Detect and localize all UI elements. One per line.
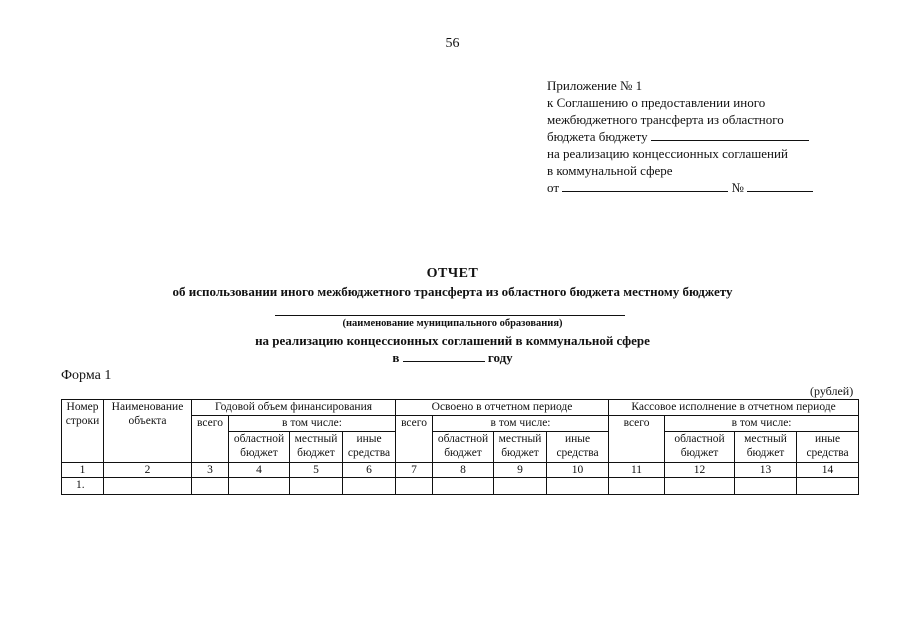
appendix-line: к Соглашению о предоставлении иного xyxy=(547,95,766,110)
appendix-line: на реализацию концессионных соглашений xyxy=(547,146,788,161)
form-label: Форма 1 xyxy=(61,368,112,383)
appendix-block xyxy=(547,77,847,196)
appendix-line xyxy=(547,128,847,145)
appendix-line-text: бюджета бюджету xyxy=(547,129,648,144)
year-suffix: году xyxy=(487,350,513,365)
column-number: 6 xyxy=(343,463,396,478)
municipality-name-field xyxy=(275,315,625,316)
header-other-funds: иные средства xyxy=(547,432,609,463)
column-number: 10 xyxy=(547,463,609,478)
table-cell xyxy=(290,478,343,495)
table-cell xyxy=(665,478,735,495)
header-regional-budget: областной бюджет xyxy=(229,432,290,463)
table-cell xyxy=(192,478,229,495)
report-table xyxy=(61,399,859,495)
appendix-date-line xyxy=(547,179,847,196)
row-number-cell: 1. xyxy=(62,478,104,495)
year-field xyxy=(403,350,485,362)
date-field xyxy=(562,180,728,192)
table-cell xyxy=(433,478,494,495)
report-title: ОТЧЕТ xyxy=(426,266,479,281)
header-cash-execution: Кассовое исполнение в отчетном периоде xyxy=(609,400,859,416)
table-cell xyxy=(229,478,290,495)
header-regional-budget: областной бюджет xyxy=(665,432,735,463)
report-purpose: на реализацию концессионных соглашений в коммунальной сфере xyxy=(255,333,650,348)
header-local-budget: местный бюджет xyxy=(290,432,343,463)
column-number: 7 xyxy=(396,463,433,478)
header-regional-budget: областной бюджет xyxy=(433,432,494,463)
appendix-line: межбюджетного трансферта из областного xyxy=(547,112,784,127)
header-total: всего xyxy=(609,416,665,463)
table-cell xyxy=(609,478,665,495)
table-row xyxy=(62,478,859,495)
column-number: 11 xyxy=(609,463,665,478)
header-mastered: Освоено в отчетном периоде xyxy=(396,400,609,416)
report-year-line xyxy=(0,350,905,366)
column-number: 5 xyxy=(290,463,343,478)
header-total: всего xyxy=(192,416,229,463)
header-including: в том числе: xyxy=(665,416,859,432)
table-cell xyxy=(547,478,609,495)
table-cell xyxy=(494,478,547,495)
header-annual-financing: Годовой объем финансирования xyxy=(192,400,396,416)
column-number: 13 xyxy=(735,463,797,478)
table-cell xyxy=(104,478,192,495)
column-number: 4 xyxy=(229,463,290,478)
number-label: № xyxy=(731,180,744,195)
from-label: от xyxy=(547,180,560,195)
table-cell xyxy=(396,478,433,495)
header-row xyxy=(62,400,859,416)
column-number: 1 xyxy=(62,463,104,478)
units-label: (рублей) xyxy=(810,384,854,398)
column-number-row xyxy=(62,463,859,478)
budget-name-field xyxy=(651,129,809,141)
header-local-budget: местный бюджет xyxy=(735,432,797,463)
column-number: 9 xyxy=(494,463,547,478)
column-number: 3 xyxy=(192,463,229,478)
header-object-name: Наименование объекта xyxy=(104,400,192,463)
header-including: в том числе: xyxy=(433,416,609,432)
header-including: в том числе: xyxy=(229,416,396,432)
page-number: 56 xyxy=(445,36,460,51)
column-number: 2 xyxy=(104,463,192,478)
report-subtitle: об использовании иного межбюджетного трансферта из областного бюджета местному бюджету xyxy=(172,284,733,299)
column-number: 8 xyxy=(433,463,494,478)
table-cell xyxy=(343,478,396,495)
appendix-title: Приложение № 1 xyxy=(547,78,643,93)
year-prefix: в xyxy=(392,350,400,365)
municipality-caption: (наименование муниципального образования) xyxy=(342,318,563,329)
header-row-number: Номер строки xyxy=(62,400,104,463)
header-total: всего xyxy=(396,416,433,463)
header-other-funds: иные средства xyxy=(797,432,859,463)
appendix-line: в коммунальной сфере xyxy=(547,163,673,178)
table-cell xyxy=(797,478,859,495)
table-cell xyxy=(735,478,797,495)
agreement-number-field xyxy=(747,180,813,192)
column-number: 14 xyxy=(797,463,859,478)
header-local-budget: местный бюджет xyxy=(494,432,547,463)
column-number: 12 xyxy=(665,463,735,478)
header-other-funds: иные средства xyxy=(343,432,396,463)
